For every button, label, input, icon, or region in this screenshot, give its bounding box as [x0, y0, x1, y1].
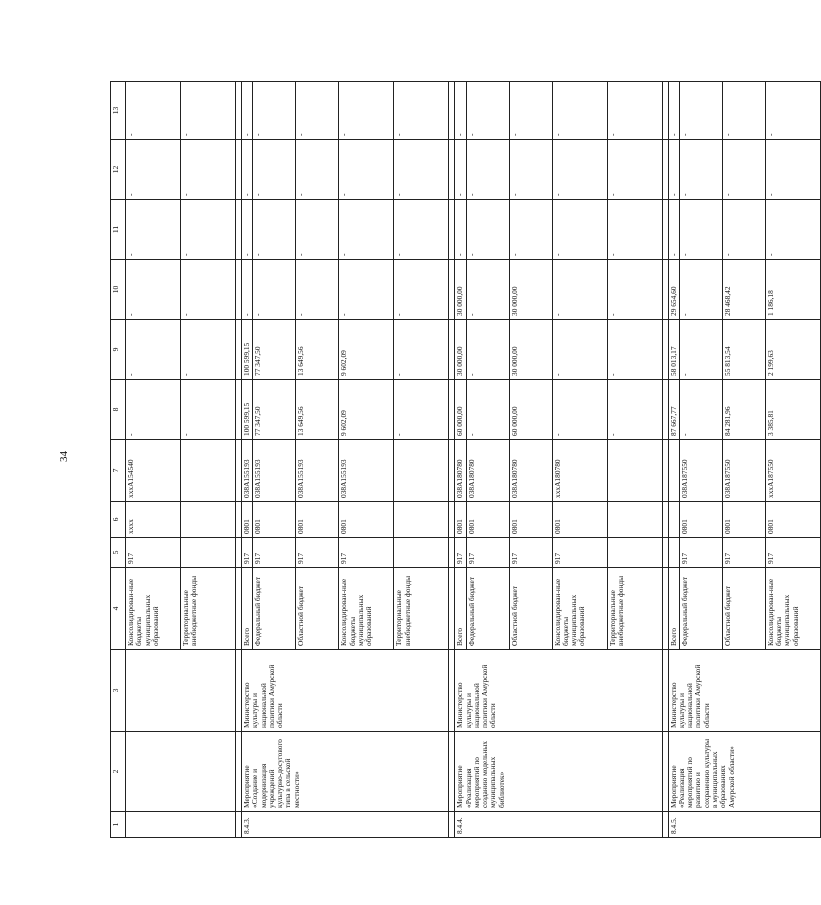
- table-cell: -: [242, 200, 253, 260]
- executor-cell: Министерство культуры и национальной политики Амурской области: [455, 650, 662, 732]
- table-cell: 55 813,54: [722, 320, 765, 380]
- table-cell: -: [242, 140, 253, 200]
- table-cell: -: [126, 320, 181, 380]
- table-cell: 0801: [242, 502, 253, 538]
- table-cell: -: [181, 82, 236, 140]
- table-cell: 100 599,15: [242, 380, 253, 440]
- table-cell: -: [466, 320, 509, 380]
- column-header: 9: [111, 320, 126, 380]
- table-cell: 60 000,00: [455, 380, 466, 440]
- table-row: [668, 82, 679, 838]
- table-cell: 13 649,56: [296, 380, 339, 440]
- table-cell: 0801: [722, 502, 765, 538]
- table-cell: 917: [242, 538, 253, 568]
- table-cell: 13 649,56: [296, 320, 339, 380]
- table-cell: -: [339, 140, 394, 200]
- table-cell: 77 347,50: [253, 320, 296, 380]
- table-cell: -: [339, 200, 394, 260]
- table-cell: 917: [765, 538, 820, 568]
- table-row: [455, 82, 466, 838]
- table-cell: -: [296, 260, 339, 320]
- table-cell: 28 468,42: [722, 260, 765, 320]
- table-cell: xxxA180780: [552, 440, 607, 502]
- table-cell: -: [607, 200, 662, 260]
- table-cell: -: [126, 200, 181, 260]
- table-cell: 29 654,60: [668, 260, 679, 320]
- section-name-cell: Мероприятие «Реализация мероприятий по созданию модельных муниципальных библиотек»: [455, 732, 662, 812]
- table-cell: -: [466, 380, 509, 440]
- table-cell: 0801: [679, 502, 722, 538]
- table-cell: -: [181, 260, 236, 320]
- table-cell: -: [722, 140, 765, 200]
- table-cell: 58 013,17: [668, 320, 679, 380]
- table-cell: -: [679, 82, 722, 140]
- table-cell: 9 602,09: [339, 320, 394, 380]
- table-cell: xxxx: [126, 502, 181, 538]
- table-cell: -: [509, 140, 552, 200]
- column-header: 11: [111, 200, 126, 260]
- table-cell: -: [509, 200, 552, 260]
- table-cell: 30 000,00: [509, 320, 552, 380]
- table-cell: Консолидирован-ные бюджеты муниципальных образований: [765, 568, 820, 650]
- table-cell: 917: [253, 538, 296, 568]
- table-cell: xxxA154540: [126, 440, 181, 502]
- table-cell: Областной бюджет: [722, 568, 765, 650]
- table-cell: -: [668, 140, 679, 200]
- column-header: 4: [111, 568, 126, 650]
- table-cell: -: [126, 140, 181, 200]
- table-cell: Территориальные внебюджетные фонды: [394, 568, 449, 650]
- table-cell: [668, 538, 679, 568]
- table-cell: 30 000,00: [455, 320, 466, 380]
- executor-cell: Министерство культуры и национальной политики Амурской области: [668, 650, 820, 732]
- table-cell: -: [296, 140, 339, 200]
- section-name-cell: Мероприятие «Создание и модернизация учреждений культурно-досугового типа в сельской местности»: [242, 732, 449, 812]
- table-cell: [394, 538, 449, 568]
- table-cell: 9 602,09: [339, 380, 394, 440]
- section-number-cell: 8.4.4.: [455, 812, 662, 838]
- column-header: 3: [111, 650, 126, 732]
- table-cell: 0801: [552, 502, 607, 538]
- table-cell: -: [722, 82, 765, 140]
- table-cell: -: [552, 200, 607, 260]
- table-cell: [607, 538, 662, 568]
- section-name-cell: [126, 732, 236, 812]
- table-cell: -: [339, 260, 394, 320]
- table-cell: 917: [126, 538, 181, 568]
- table-cell: Федеральный бюджет: [253, 568, 296, 650]
- table-cell: -: [607, 320, 662, 380]
- table-cell: -: [722, 200, 765, 260]
- table-cell: -: [466, 82, 509, 140]
- table-cell: -: [455, 140, 466, 200]
- table-cell: -: [607, 380, 662, 440]
- column-header: 1: [111, 812, 126, 838]
- table-cell: 038A155193: [253, 440, 296, 502]
- table-cell: 0801: [765, 502, 820, 538]
- table-body: [126, 82, 821, 838]
- table-cell: -: [126, 260, 181, 320]
- table-cell: -: [181, 140, 236, 200]
- table-cell: 0801: [455, 502, 466, 538]
- table-cell: 77 347,50: [253, 380, 296, 440]
- table-cell: 0801: [253, 502, 296, 538]
- table-cell: -: [607, 260, 662, 320]
- column-header: 6: [111, 502, 126, 538]
- table-cell: -: [552, 380, 607, 440]
- table-cell: Областной бюджет: [296, 568, 339, 650]
- table-cell: Консолидирован-ные бюджеты муниципальных образований: [339, 568, 394, 650]
- table-cell: -: [253, 140, 296, 200]
- table-cell: Всего: [242, 568, 253, 650]
- section-name-cell: Мероприятие «Реализация мероприятий по развитию и сохранению культуры в муниципальных образованиях Амурской области»: [668, 732, 820, 812]
- table-cell: -: [455, 200, 466, 260]
- table-cell: Территориальные внебюджетные фонды: [607, 568, 662, 650]
- table-cell: -: [242, 260, 253, 320]
- table-cell: -: [679, 260, 722, 320]
- table-cell: 917: [722, 538, 765, 568]
- table-cell: -: [668, 82, 679, 140]
- table-cell: 917: [296, 538, 339, 568]
- table-cell: 0801: [466, 502, 509, 538]
- table-cell: -: [181, 380, 236, 440]
- table-cell: 2 199,63: [765, 320, 820, 380]
- table-cell: 038A155193: [242, 440, 253, 502]
- table-cell: Областной бюджет: [509, 568, 552, 650]
- table-cell: [181, 538, 236, 568]
- table-cell: 0801: [509, 502, 552, 538]
- column-header: 7: [111, 440, 126, 502]
- table-cell: -: [394, 380, 449, 440]
- table-cell: 038A187550: [722, 440, 765, 502]
- table-cell: 917: [455, 538, 466, 568]
- column-header: 12: [111, 140, 126, 200]
- table-cell: 038A155193: [296, 440, 339, 502]
- table-cell: -: [394, 260, 449, 320]
- table-cell: -: [765, 200, 820, 260]
- column-header: 8: [111, 380, 126, 440]
- table-cell: [181, 440, 236, 502]
- table-cell: Консолидирован-ные бюджеты муниципальных образований: [552, 568, 607, 650]
- header-row: [111, 82, 126, 838]
- table-cell: Территориальные внебюджетные фонды: [181, 568, 236, 650]
- table-cell: [668, 502, 679, 538]
- table-cell: 038A180780: [509, 440, 552, 502]
- table-cell: 0801: [339, 502, 394, 538]
- table-cell: Федеральный бюджет: [679, 568, 722, 650]
- table-cell: -: [253, 200, 296, 260]
- table-cell: Всего: [455, 568, 466, 650]
- column-header: 5: [111, 538, 126, 568]
- executor-cell: [126, 650, 236, 732]
- table-cell: 917: [466, 538, 509, 568]
- table-cell: -: [339, 82, 394, 140]
- table-cell: 60 000,00: [509, 380, 552, 440]
- table-cell: -: [679, 140, 722, 200]
- table-cell: [181, 502, 236, 538]
- table-cell: [394, 502, 449, 538]
- table-cell: -: [242, 82, 253, 140]
- budget-table: [110, 81, 821, 838]
- table-cell: -: [466, 140, 509, 200]
- column-header: 10: [111, 260, 126, 320]
- table-cell: 038A155193: [339, 440, 394, 502]
- table-cell: [668, 440, 679, 502]
- table-row: [126, 82, 181, 838]
- table-cell: 038A180780: [466, 440, 509, 502]
- section-number-cell: 8.4.3.: [242, 812, 449, 838]
- table-cell: [394, 440, 449, 502]
- table-cell: [607, 440, 662, 502]
- section-number-cell: [126, 812, 236, 838]
- table-cell: -: [455, 82, 466, 140]
- section-number-cell: 8.4.5.: [668, 812, 820, 838]
- table-cell: xxxA187550: [765, 440, 820, 502]
- table-cell: 87 667,77: [668, 380, 679, 440]
- table-cell: -: [394, 320, 449, 380]
- table-cell: 1 186,18: [765, 260, 820, 320]
- table-cell: -: [765, 140, 820, 200]
- table-cell: -: [509, 82, 552, 140]
- table-cell: 30 000,00: [509, 260, 552, 320]
- table-row: [242, 82, 253, 838]
- table-cell: -: [552, 82, 607, 140]
- table-cell: 3 385,81: [765, 380, 820, 440]
- table-cell: -: [466, 200, 509, 260]
- executor-cell: Министерство культуры и национальной политики Амурской области: [242, 650, 449, 732]
- column-header: 2: [111, 732, 126, 812]
- table-cell: -: [607, 140, 662, 200]
- table-cell: -: [552, 320, 607, 380]
- table-cell: -: [253, 260, 296, 320]
- table-cell: 100 599,15: [242, 320, 253, 380]
- column-header: 13: [111, 82, 126, 140]
- table-cell: [607, 502, 662, 538]
- table-cell: -: [765, 82, 820, 140]
- table-cell: Всего: [668, 568, 679, 650]
- table-cell: -: [466, 260, 509, 320]
- table-cell: -: [679, 320, 722, 380]
- table-cell: -: [607, 82, 662, 140]
- table-cell: -: [126, 380, 181, 440]
- table-cell: 917: [679, 538, 722, 568]
- table-cell: 917: [509, 538, 552, 568]
- table-cell: 30 000,00: [455, 260, 466, 320]
- table-cell: Федеральный бюджет: [466, 568, 509, 650]
- table-cell: -: [181, 200, 236, 260]
- table-cell: -: [668, 200, 679, 260]
- table-cell: -: [296, 82, 339, 140]
- table-cell: Консолидирован-ные бюджеты муниципальных образований: [126, 568, 181, 650]
- table-cell: -: [126, 82, 181, 140]
- table-cell: 917: [552, 538, 607, 568]
- table-cell: -: [552, 140, 607, 200]
- table-cell: 038A180780: [455, 440, 466, 502]
- table-cell: -: [679, 380, 722, 440]
- table-cell: -: [253, 82, 296, 140]
- table-cell: 84 281,96: [722, 380, 765, 440]
- table-cell: -: [394, 82, 449, 140]
- table-cell: 038A187550: [679, 440, 722, 502]
- table-cell: -: [394, 200, 449, 260]
- table-cell: 0801: [296, 502, 339, 538]
- table-cell: -: [296, 200, 339, 260]
- budget-table-sheet: [110, 82, 800, 838]
- table-cell: 917: [339, 538, 394, 568]
- table-cell: -: [679, 200, 722, 260]
- page-number: 34: [58, 451, 70, 462]
- table-cell: -: [394, 140, 449, 200]
- table-cell: -: [552, 260, 607, 320]
- table-cell: -: [181, 320, 236, 380]
